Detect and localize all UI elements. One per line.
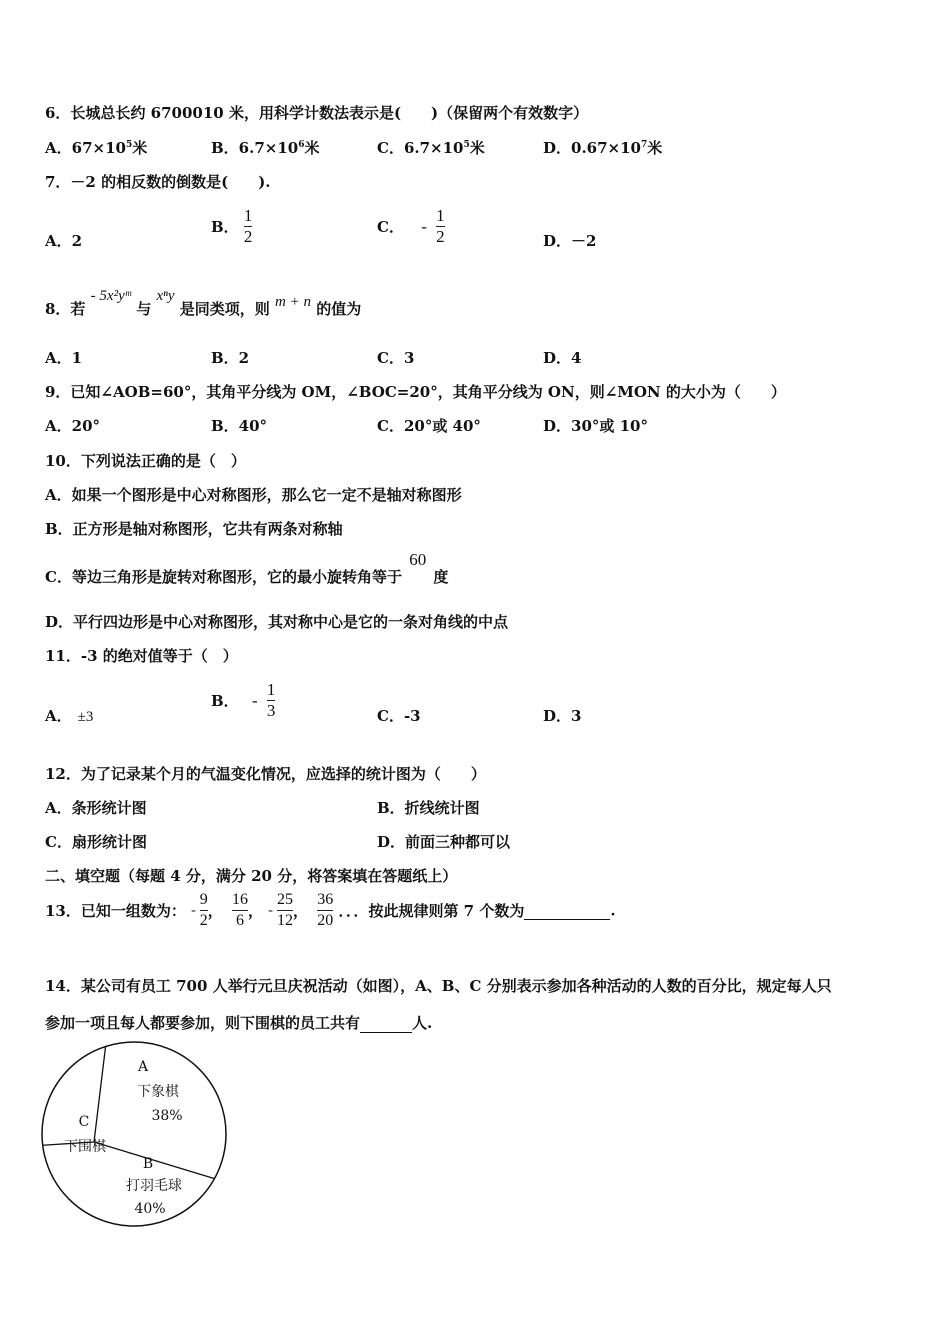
q8-option-b[interactable]: B．2 [211,349,250,367]
slice-key-a: A [137,1059,149,1075]
answer-blank[interactable] [360,1016,412,1033]
q14-stem-line1: 14．某公司有员工 700 人举行元旦庆祝活动（如图），A、B、C 分别表示参加各种活动的人数的百分比，规定每人只 [45,977,832,995]
answer-blank[interactable] [524,901,610,920]
q8-option-a[interactable]: A．1 [45,349,83,367]
q13-stem: 13．已知一组数为： - $\frac{9}{2}$ ， $\frac{16}{6}$ ， - $\frac{25}{12}$ ， $\frac{36}{20}$ ．．．按此规律则第 7 个数为 . [45,891,616,929]
q10-option-c[interactable]: C．等边三角形是旋转对称图形，它的最小旋转角等于 60 度 [45,550,449,586]
q9-option-c[interactable]: C．20°或 40° [377,417,481,435]
q7-stem: 7．－2 的相反数的倒数是( ). [45,173,271,191]
q8-option-d[interactable]: D．4 [543,349,582,367]
sequence-term: $\frac{16}{6}$ [232,891,249,929]
fraction: $\frac{1}{2}$ [243,206,253,246]
pie-group [42,1042,226,1226]
q11-option-a[interactable]: A． ±3 [45,707,94,725]
q6-option-a[interactable]: A．$67\times 10^5$米 [45,139,148,157]
fraction: $\frac{1}{3}$ [266,680,276,720]
slice-key-c: C [78,1114,90,1130]
slice-label-b: 打羽毛球 [126,1178,182,1194]
q12-option-c[interactable]: C．扇形统计图 [45,833,147,851]
q10-option-a[interactable]: A．如果一个图形是中心对称图形，那么它一定不是轴对称图形 [45,486,462,504]
sequence-term: $\frac{36}{20}$ [317,891,334,929]
q8-expr: m + n [275,294,311,310]
q11-option-c[interactable]: C．-3 [377,707,421,725]
q9-option-d[interactable]: D．30°或 10° [543,417,648,435]
pie-chart [40,1038,240,1238]
slice-label-c: 下围棋 [64,1139,106,1155]
q6-stem: 6．长城总长约 6700010 米，用科学计数法表示是( )（保留两个有效数字） [45,104,589,122]
q7-option-c[interactable]: C． - $\frac{1}{2}$ [377,206,445,246]
pie-outline [42,1042,226,1226]
slice-key-b: B [142,1156,154,1172]
slice-label-a: 下象棋 [137,1084,179,1100]
q10-option-b[interactable]: B．正方形是轴对称图形，它共有两条对称轴 [45,520,343,538]
q11-option-b[interactable]: B． - $\frac{1}{3}$ [211,680,276,720]
q6-option-c[interactable]: C．$6.7\times 10^5$米 [377,139,485,157]
sequence-term: $\frac{9}{2}$ [199,891,208,929]
slice-percent-a: 38% [151,1108,183,1124]
sequence-term: $\frac{25}{12}$ [276,891,293,929]
q7-option-a[interactable]: A．2 [45,232,83,250]
q12-option-b[interactable]: B．折线统计图 [377,799,480,817]
fraction: $\frac{1}{2}$ [436,206,445,246]
q9-option-a[interactable]: A．20° [45,417,101,435]
section-heading: 二、填空题（每题 4 分，满分 20 分，将答案填在答题纸上） [45,867,458,885]
q12-stem: 12．为了记录某个月的气温变化情况，应选择的统计图为（ ） [45,765,486,783]
q8-term1: - 5x²yᵐ [90,288,131,304]
q12-option-d[interactable]: D．前面三种都可以 [377,833,511,851]
q10-stem: 10．下列说法正确的是（ ） [45,452,246,470]
q8-option-c[interactable]: C．3 [377,349,415,367]
q11-option-d[interactable]: D．3 [543,707,582,725]
q11-stem: 11．-3 的绝对值等于（ ） [45,647,238,665]
q6-option-d[interactable]: D．$0.67\times 10^7$米 [543,139,663,157]
q7-option-d[interactable]: D．－2 [543,232,597,250]
q9-option-b[interactable]: B．40° [211,417,268,435]
q10-option-d[interactable]: D．平行四边形是中心对称图形，其对称中心是它的一条对角线的中点 [45,613,509,631]
q8-stem: 8．若 - 5x²yᵐ 与 xⁿy 是同类项，则 m + n 的值为 [45,288,362,318]
q14-stem-line2: 参加一项且每人都要参加，则下围棋的员工共有 人. [45,1014,433,1032]
q7-option-b[interactable]: B． $\frac{1}{2}$ [211,206,253,246]
slice-percent-b: 40% [134,1201,166,1217]
q9-stem: 9．已知∠AOB=60°，其角平分线为 OM，∠BOC=20°，其角平分线为 ON，则∠MON 的大小为（ ） [45,383,786,401]
q6-option-b[interactable]: B．$6.7\times 10^6$米 [211,139,320,157]
q8-term2: xⁿy [156,288,175,304]
q12-option-a[interactable]: A．条形统计图 [45,799,147,817]
